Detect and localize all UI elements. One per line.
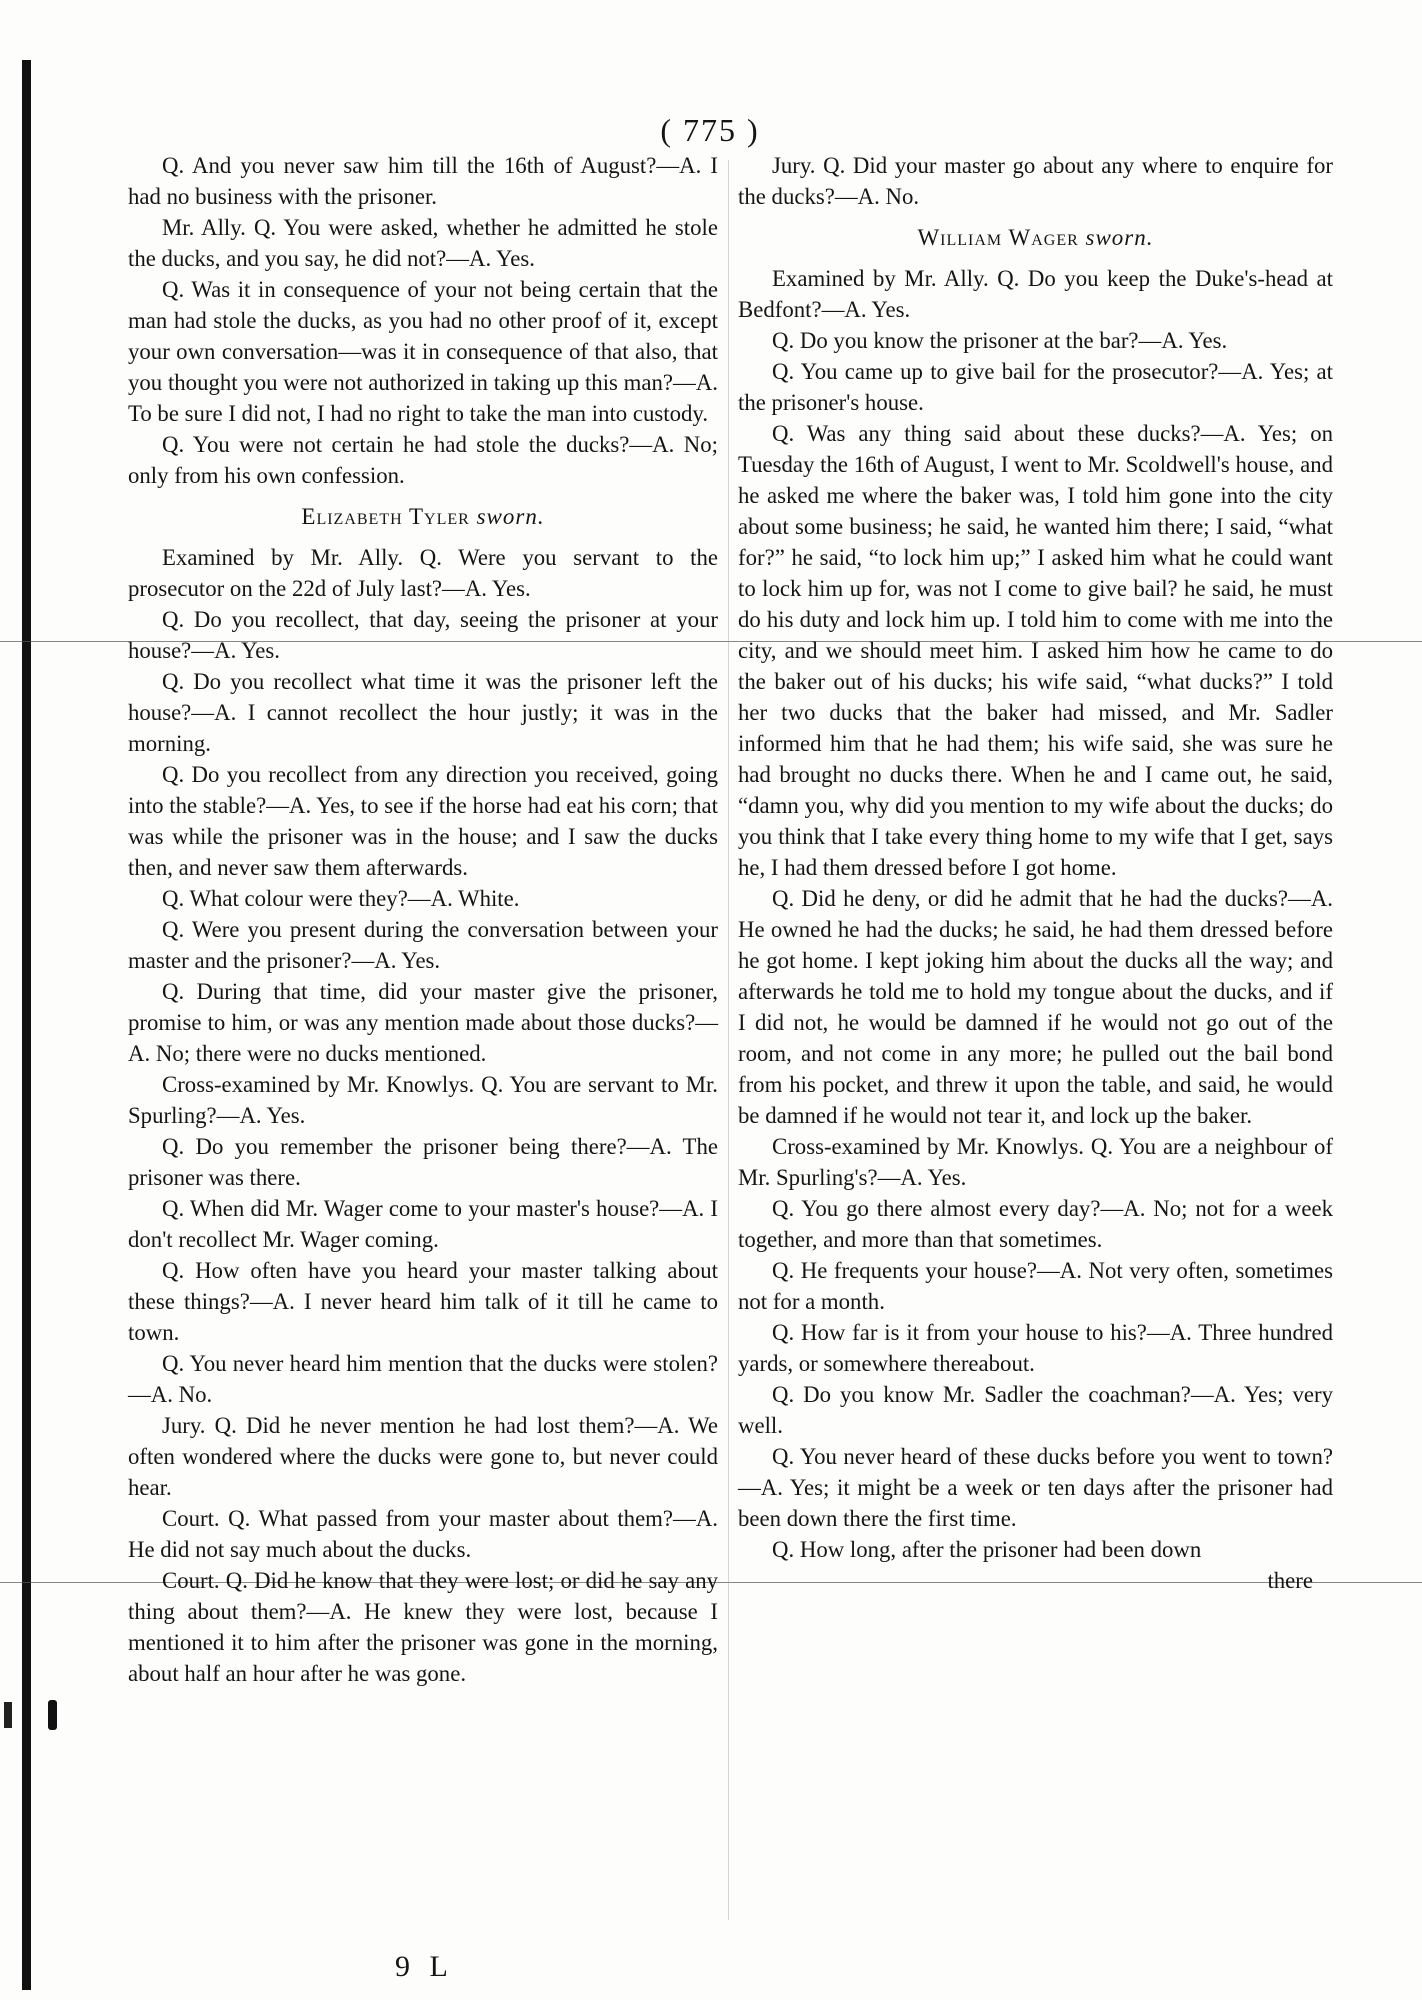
testimony-paragraph: Examined by Mr. Ally. Q. Were you servant to the prosecutor on the 22d of July last?—A. Yes. xyxy=(128,545,718,601)
testimony-paragraph: Q. How long, after the prisoner had been down xyxy=(772,1537,1202,1562)
testimony-paragraph: Q. Do you recollect from any direction you received, going into the stable?—A. Yes, to see if the horse had eat his corn; that was while the prisoner was in the house; and I saw the ducks then, and never saw them afterwards. xyxy=(128,762,718,880)
testimony-paragraph: Court. Q. Did he know that they were lost; or did he say any thing about them?—A. He knew they were lost, because I mentioned it to him after the prisoner was gone in the morning, about half an hour after he was gone. xyxy=(128,1568,718,1686)
witness-name: William Wager xyxy=(917,225,1079,250)
testimony-paragraph: Q. You were not certain he had stole the ducks?—A. No; only from his own confession. xyxy=(128,432,718,488)
testimony-paragraph: Q. Do you recollect what time it was the prisoner left the house?—A. I cannot recollect the hour justly; it was in the morning. xyxy=(128,669,718,756)
witness-heading xyxy=(128,501,718,532)
page-number: ( 775 ) xyxy=(660,112,760,148)
testimony-paragraph: Jury. Q. Did he never mention he had lost them?—A. We often wondered where the ducks were gone to, but never could hear. xyxy=(128,1413,718,1500)
testimony-paragraph: Q. When did Mr. Wager come to your master's house?—A. I don't recollect Mr. Wager coming. xyxy=(128,1196,718,1252)
testimony-paragraph: Q. Do you know the prisoner at the bar?—A. Yes. xyxy=(772,328,1228,353)
margin-mark xyxy=(4,1702,12,1728)
testimony-paragraph: Q. Do you recollect, that day, seeing the prisoner at your house?—A. Yes. xyxy=(128,607,718,663)
testimony-paragraph: Court. Q. What passed from your master about them?—A. He did not say much about the ducks. xyxy=(128,1506,718,1562)
testimony-paragraph: Q. What colour were they?—A. White. xyxy=(162,886,520,911)
testimony-paragraph: Q. How often have you heard your master talking about these things?—A. I never heard him talk of it till he came to town. xyxy=(128,1258,718,1345)
left-margin-rule xyxy=(22,60,31,1990)
column-divider xyxy=(728,160,729,1920)
margin-mark-ink xyxy=(48,1700,57,1730)
testimony-paragraph: Q. Was it in consequence of your not being certain that the man had stole the ducks, as you had no other proof of it, except your own conversation—was it in consequence of that also, that you thought you were not authorized in taking up this man?—A. To be sure I did not, I had no right to take the man into custody. xyxy=(128,277,718,426)
testimony-paragraph: Q. And you never saw him till the 16th of August?—A. I had no business with the prisoner. xyxy=(128,153,718,209)
testimony-paragraph: Examined by Mr. Ally. Q. Do you keep the Duke's-head at Bedfont?—A. Yes. xyxy=(738,266,1333,322)
testimony-paragraph: Q. You came up to give bail for the prosecutor?—A. Yes; at the prisoner's house. xyxy=(738,359,1333,415)
testimony-paragraph: Q. You never heard of these ducks before you went to town?—A. Yes; it might be a week or ten days after the prisoner had been down there the first time. xyxy=(738,1444,1333,1531)
testimony-paragraph: Q. You go there almost every day?—A. No; not for a week together, and more than that sometimes. xyxy=(738,1196,1333,1252)
testimony-paragraph: Jury. Q. Did your master go about any where to enquire for the ducks?—A. No. xyxy=(738,153,1333,209)
sworn-label: sworn. xyxy=(1085,225,1154,250)
testimony-paragraph: Q. He frequents your house?—A. Not very often, sometimes not for a month. xyxy=(738,1258,1333,1314)
testimony-paragraph: Mr. Ally. Q. You were asked, whether he admitted he stole the ducks, and you say, he did not?—A. Yes. xyxy=(128,215,718,271)
testimony-paragraph: Cross-examined by Mr. Knowlys. Q. You are a neighbour of Mr. Spurling's?—A. Yes. xyxy=(738,1134,1333,1190)
testimony-paragraph: Q. Do you know Mr. Sadler the coachman?—A. Yes; very well. xyxy=(738,1382,1333,1438)
testimony-paragraph: Cross-examined by Mr. Knowlys. Q. You are servant to Mr. Spurling?—A. Yes. xyxy=(128,1072,718,1128)
sworn-label: sworn. xyxy=(476,504,545,529)
right-column xyxy=(738,150,1333,1596)
witness-name: Elizabeth Tyler xyxy=(301,504,470,529)
catchword: there xyxy=(1267,1568,1313,1593)
testimony-paragraph: Q. Was any thing said about these ducks?—A. Yes; on Tuesday the 16th of August, I went to Mr. Scoldwell's house, and he asked me where the baker was, I told him gone into the city about some business; he said, he wanted him there; I said, “what for?” he said, “to lock him up;” I asked him what he could want to lock him up for, was not I come to give bail? he said, he must do his duty and lock him up. I told him to come with me into the city, and we should meet him. I asked him how he came to do the baker out of his ducks; his wife said, “what ducks?” I told her two ducks that the baker had missed, and Mr. Sadler informed him that he had them; his wife said, she was sure he had brought no ducks there. When he and I came out, he said, “damn you, why did you mention to my wife about the ducks; do you think that I take every thing home to my wife that I get, says he, I had them dressed before I got home. xyxy=(738,421,1333,880)
testimony-paragraph: Q. Did he deny, or did he admit that he had the ducks?—A. He owned he had the ducks; he said, he had them dressed before he got home. I kept joking him about the ducks all the way; and afterwards he told me to hold my tongue about the ducks, and if I did not, he would be damned if he would not go out of the room, and not come in any more; he pulled out the bail bond from his pocket, and threw it upon the table, and said, he would be damned if he would not tear it, and lock up the baker. xyxy=(738,886,1333,1128)
testimony-paragraph: Q. How far is it from your house to his?—A. Three hundred yards, or somewhere thereabout. xyxy=(738,1320,1333,1376)
testimony-paragraph: Q. You never heard him mention that the ducks were stolen?—A. No. xyxy=(128,1351,718,1407)
witness-heading xyxy=(738,222,1333,253)
testimony-paragraph: Q. During that time, did your master give the prisoner, promise to him, or was any mention made about those ducks?—A. No; there were no ducks mentioned. xyxy=(128,979,718,1066)
signature-mark: 9 L xyxy=(395,1950,454,1983)
testimony-paragraph: Q. Were you present during the conversation between your master and the prisoner?—A. Yes. xyxy=(128,917,718,973)
testimony-paragraph: Q. Do you remember the prisoner being there?—A. The prisoner was there. xyxy=(128,1134,718,1190)
left-column xyxy=(128,150,718,1689)
